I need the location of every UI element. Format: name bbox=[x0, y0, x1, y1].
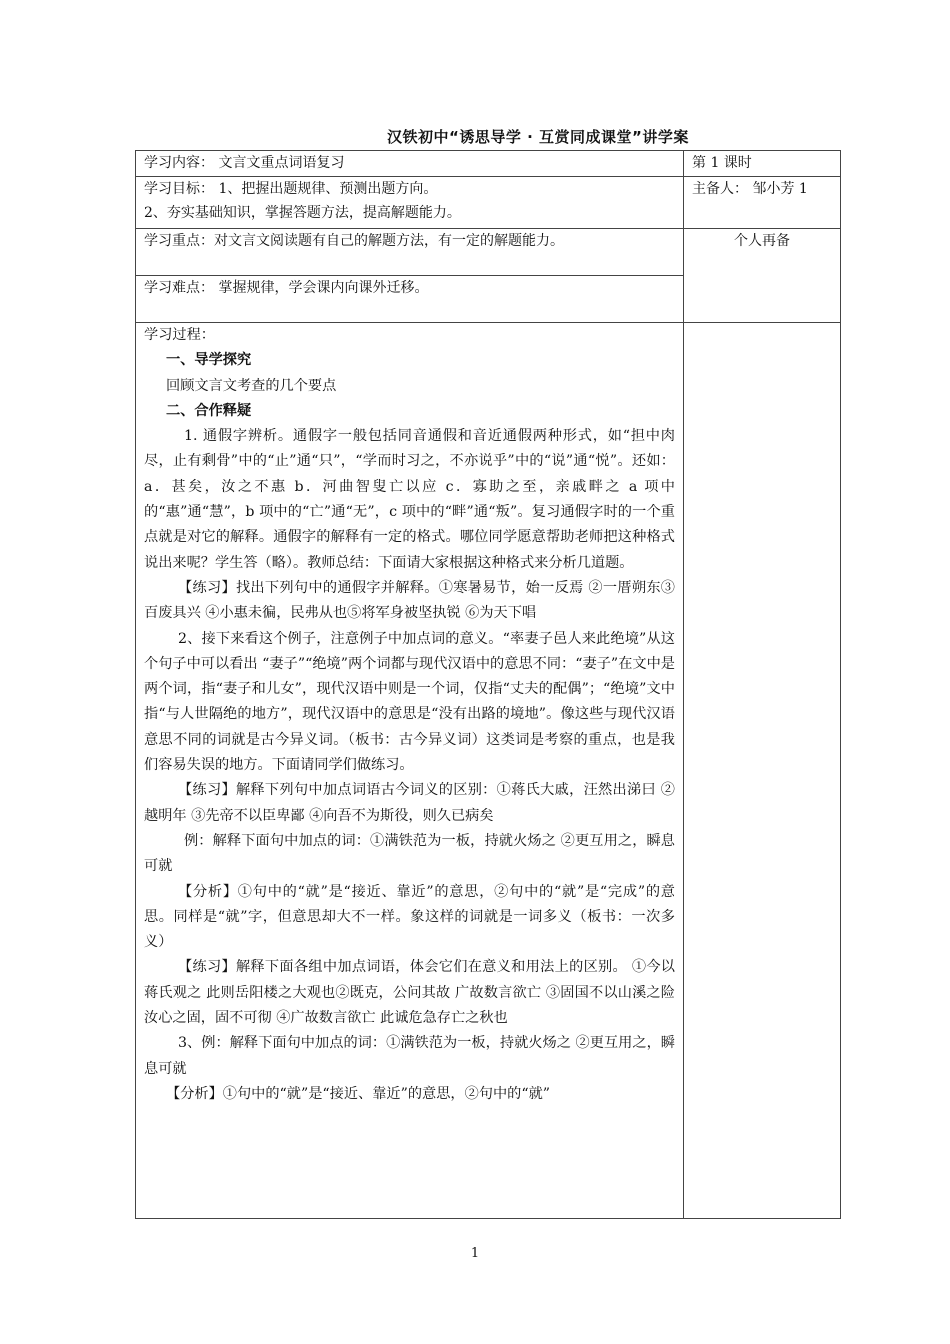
page-number: 1 bbox=[470, 1246, 480, 1261]
content-cell: 学习内容： 文言文重点词语复习 bbox=[136, 151, 684, 177]
objectives-cell bbox=[136, 177, 684, 229]
process-body bbox=[144, 323, 675, 1218]
key-points-row bbox=[136, 229, 841, 276]
example-3: 3、例：解释下面句中加点的词：①满铁范为一板，持就火炀之 ②更互用之，瞬息可就 bbox=[144, 1035, 675, 1077]
exercise-tongjia: 【练习】找出下列句中的通假字并解释。①寒暑易节，始一反焉 ②一厝朔东③百废具兴 ④小惠未徧，民弗从也⑤将军身被坚执锐 ⑥为天下唱 bbox=[144, 579, 675, 622]
analysis-yici: 【分析】①句中的“就”是“接近、靠近”的意思，②句中的“就”是“完成”的意思。同样是“就”字，但意思却大不一样。象这样的词就是一词多义（板书：一次多义） bbox=[144, 883, 675, 951]
content-row bbox=[136, 151, 841, 177]
objectives-row bbox=[136, 177, 841, 229]
preparer-cell: 主备人： 邹小芳 1 bbox=[684, 177, 841, 229]
section-heading-2: 二、合作释疑 bbox=[166, 402, 252, 419]
difficulty-cell: 学习难点： 掌握规律，学会课内向课外迁移。 bbox=[136, 276, 684, 323]
lesson-cell: 第 1 课时 bbox=[684, 151, 841, 177]
page-title: 汉铁初中“诱思导学 · 互赏同成课堂”讲学案 bbox=[387, 128, 689, 146]
exercise-gujin: 【练习】解释下列句中加点词语古今词义的区别：①蒋氏大戚，汪然出涕曰 ②越明年 ③先帝不以臣卑鄙 ④向吾不为斯役，则久已病矣 bbox=[144, 782, 675, 824]
key-points-cell: 学习重点：对文言文阅读题有自己的解题方法，有一定的解题能力。 bbox=[136, 229, 684, 276]
paragraph-gujin: 2、接下来看这个例子，注意例子中加点词的意义。“率妻子邑人来此绝境”从这个句子中可以看出 “妻子”“绝境”两个词都与现代汉语中的意思不同：“妻子”在文中是两个词，指“妻子和儿女”，现代汉语中则是一个词，仅指“丈夫的配偶”；“绝境”文中指“与人世隔绝的地方”，现代汉语中的意思是“没有出路的境地”。像这些与现代汉语意思不同的词就是古今异义词。（板书：古今异义词）这类词是考察的重点，也是我们容易失误的地方。下面请同学们做练习。 bbox=[144, 630, 675, 774]
objectives-line-1: 学习目标： 1、把握出题规律、预测出题方向。 bbox=[144, 181, 438, 197]
paragraph-tongjia: 1. 通假字辨析。通假字一般包括同音通假和音近通假两种形式，如“担中肉尽，止有剩骨”中的“止”通“只”，“学而时习之，不亦说乎”中的“说”通“悦”。还如：a．甚矣，汝之不惠 b．河曲智叟亡以应 c．寡助之至，亲戚畔之 a 项中的“惠”通“慧”，b 项中的“亡”通“无”，c 项中的“畔”通“叛”。复习通假字时的一个重点就是对它的解释。通假字的解释有一定的格式。哪位同学愿意帮助老师把这种格式说出来呢？学生答（略）。教师总结：下面请大家根据这种格式来分析几道题。 bbox=[144, 428, 675, 571]
process-row bbox=[136, 323, 841, 1219]
objectives-line-2: 2、夯实基础知识，掌握答题方法，提高解题能力。 bbox=[144, 205, 461, 221]
process-label: 学习过程： bbox=[144, 327, 215, 343]
review-text: 回顾文言文考查的几个要点 bbox=[166, 377, 337, 394]
personal-prep-label: 个人再备 bbox=[734, 233, 790, 249]
section-heading-1: 一、导学探究 bbox=[166, 352, 252, 369]
exercise-yici: 【练习】解释下面各组中加点词语，体会它们在意义和用法上的区别。 ①今以蒋氏观之 此则岳阳楼之大观也②既克，公问其故 广故数言欲亡 ③固国不以山溪之险 汝心之固，固不可彻 ④广故数言欲亡 此诚危急存亡之秋也 bbox=[144, 959, 675, 1027]
lesson-plan-table bbox=[135, 150, 841, 1219]
process-notes-cell bbox=[684, 323, 841, 1219]
process-cell bbox=[136, 323, 684, 1219]
personal-prep-cell bbox=[684, 229, 841, 323]
example-yici: 例：解释下面句中加点的词：①满铁范为一板，持就火炀之 ②更互用之，瞬息可就 bbox=[144, 832, 675, 875]
analysis-3: 【分析】①句中的“就”是“接近、靠近”的意思，②句中的“就” bbox=[166, 1085, 551, 1102]
